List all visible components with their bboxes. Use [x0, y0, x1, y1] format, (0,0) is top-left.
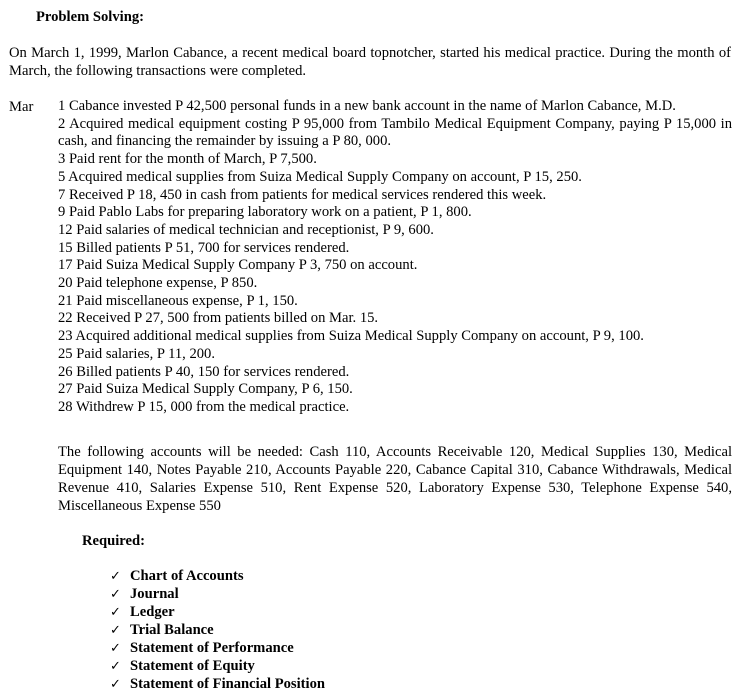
required-item — [110, 657, 325, 675]
transaction-text: 21 Paid miscellaneous expense, P 1, 150. — [58, 292, 298, 309]
transaction-text: 15 Billed patients P 51, 700 for services rendered. — [58, 239, 350, 256]
transaction-item — [58, 293, 732, 311]
transaction-item — [58, 169, 732, 187]
accounts-paragraph: The following accounts will be needed: Cash 110, Accounts Receivable 120, Medical Supplies 130, Medical Equipment 140, Notes Payable 210, Accounts Payable 220, Cabance Capital 310, Cabance Withdrawals, Medical Revenue 410, Salaries Expense 510, Rent Expense 520, Laboratory Expense 530, Telephone Expense 540, Miscellaneous Expense 550 — [58, 444, 732, 514]
transaction-list — [58, 98, 732, 417]
check-icon: ✓ — [110, 569, 121, 584]
transaction-text: 9 Paid Pablo Labs for preparing laboratory work on a patient, P 1, 800. — [58, 204, 472, 221]
transaction-item — [58, 151, 732, 169]
problem-heading: Problem Solving: — [36, 9, 144, 25]
transaction-text: 12 Paid salaries of medical technician and receptionist, P 9, 600. — [58, 221, 434, 238]
required-item-label: Statement of Equity — [130, 658, 255, 674]
required-item — [110, 567, 325, 585]
required-item — [110, 585, 325, 603]
transaction-item — [58, 346, 732, 364]
transaction-item — [58, 204, 732, 222]
transaction-text: 27 Paid Suiza Medical Supply Company, P 6, 150. — [58, 381, 353, 398]
transaction-item — [58, 328, 732, 346]
transaction-item — [58, 257, 732, 275]
check-icon: ✓ — [110, 641, 121, 656]
month-label: Mar — [9, 99, 34, 115]
transaction-text: 1 Cabance invested P 42,500 personal funds in a new bank account in the name of Marlon Cabance, M.D. — [58, 98, 676, 114]
check-icon: ✓ — [110, 587, 121, 602]
required-item — [110, 639, 325, 657]
required-item-label: Statement of Financial Position — [130, 676, 325, 692]
intro-paragraph: On March 1, 1999, Marlon Cabance, a recent medical board topnotcher, started his medical practice. During the month of March, the following transactions were completed. — [9, 45, 731, 79]
required-item — [110, 621, 325, 639]
check-icon: ✓ — [110, 605, 121, 620]
required-title: Required: — [82, 533, 145, 549]
transaction-text: 5 Acquired medical supplies from Suiza Medical Supply Company on account, P 15, 250. — [58, 168, 582, 185]
required-item-label: Statement of Performance — [130, 640, 294, 656]
transaction-text: 2 Acquired medical equipment costing P 95,000 from Tambilo Medical Equipment Company, paying P 15,000 in cash, and financing the remainder by issuing a P 80, 000. — [58, 115, 732, 150]
transaction-text: 3 Paid rent for the month of March, P 7,500. — [58, 151, 317, 168]
required-item — [110, 675, 325, 693]
transaction-text: 22 Received P 27, 500 from patients billed on Mar. 15. — [58, 310, 379, 327]
transaction-item — [58, 310, 732, 328]
transaction-text: 26 Billed patients P 40, 150 for services rendered. — [58, 363, 350, 380]
check-icon: ✓ — [110, 677, 121, 692]
required-item-label: Trial Balance — [130, 622, 214, 638]
transaction-text: 25 Paid salaries, P 11, 200. — [58, 345, 216, 362]
transaction-text: 23 Acquired additional medical supplies from Suiza Medical Supply Company on account, P 9, 100. — [58, 328, 644, 345]
transaction-text: 7 Received P 18, 450 in cash from patients for medical services rendered this week. — [58, 186, 547, 203]
transaction-item — [58, 116, 732, 151]
transaction-item — [58, 399, 732, 417]
required-list — [110, 567, 325, 693]
required-item-label: Journal — [130, 586, 179, 602]
transaction-item — [58, 275, 732, 293]
transaction-item — [58, 240, 732, 258]
transaction-item — [58, 364, 732, 382]
required-item-label: Ledger — [130, 604, 175, 620]
check-icon: ✓ — [110, 659, 121, 674]
transaction-text: 20 Paid telephone expense, P 850. — [58, 275, 258, 292]
transaction-text: 28 Withdrew P 15, 000 from the medical practice. — [58, 398, 350, 415]
transaction-item — [58, 222, 732, 240]
transaction-item — [58, 187, 732, 205]
check-icon: ✓ — [110, 623, 121, 638]
transaction-item — [58, 98, 732, 116]
required-item-label: Chart of Accounts — [130, 568, 244, 584]
transaction-text: 17 Paid Suiza Medical Supply Company P 3, 750 on account. — [58, 257, 418, 274]
required-item — [110, 603, 325, 621]
transaction-item — [58, 381, 732, 399]
